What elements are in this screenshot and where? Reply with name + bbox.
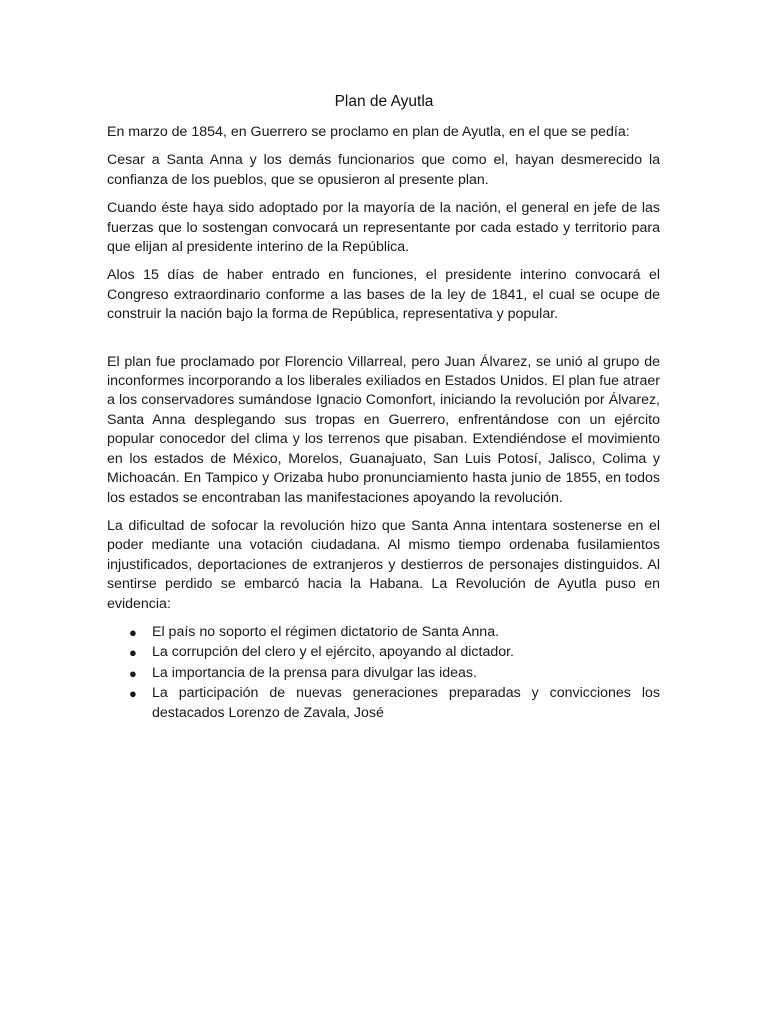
list-item-text: La participación de nuevas generaciones preparadas y convicciones los destacados Lorenzo de Zavala, José — [152, 685, 660, 721]
paragraph-demand-1: Cesar a Santa Anna y los demás funcionarios que como el, hayan desmerecido la confianza de los pueblos, que se opusieron al presente plan. — [107, 152, 660, 188]
bullet-icon: ● — [129, 686, 137, 702]
list-item-text: El país no soporto el régimen dictatorio de Santa Anna. — [152, 623, 500, 640]
paragraph-difficulty: La dificultad de sofocar la revolución hizo que Santa Anna intentara sostenerse en el poder mediante una votación ciudadana. Al mismo tiempo ordenaba fusilamientos injustificados, deportaciones de extranjeros y destierros de personajes distinguidos. Al sentirse perdido se embarcó hacia la Habana. La Revolución de Ayutla puso en evidencia: — [107, 517, 660, 612]
list-item-text: La corrupción del clero y el ejército, apoyando al dictador. — [152, 644, 514, 661]
list-item — [107, 623, 660, 642]
paragraph-intro: En marzo de 1854, en Guerrero se proclamo en plan de Ayutla, en el que se pedía: — [107, 124, 630, 140]
paragraph-proclamation: El plan fue proclamado por Florencio Villarreal, pero Juan Álvarez, se unió al grupo de inconformes incorporando a los liberales exiliados en Estados Unidos. El plan fue atraer a los conservadores sumándose Ignacio Comonfort, iniciando la revolución por Álvarez, Santa Anna desplegando sus tropas en Guerrero, enfrentándose con un ejército popular conocedor del clima y los terrenos que pisaban. Extendiéndose el movimiento en los estados de México, Morelos, Guanajuato, San Luis Potosí, Jalisco, Colima y Michoacán. En Tampico y Orizaba hubo pronunciamiento hasta junio de 1855, en todos los estados se encontraban las manifestaciones apoyando la revolución. — [107, 353, 660, 506]
paragraph-demand-2: Cuando éste haya sido adoptado por la mayoría de la nación, el general en jefe de las fuerzas que lo sostengan convocará un representante por cada estado y territorio para que elijan al presidente interino de la República. — [107, 200, 660, 256]
list-item — [107, 643, 660, 662]
list-item — [107, 664, 660, 683]
evidence-list — [107, 623, 660, 723]
document-title: Plan de Ayutla — [334, 93, 434, 110]
bullet-icon: ● — [129, 645, 137, 661]
paragraph-demand-3: Alos 15 días de haber entrado en funciones, el presidente interino convocará el Congreso extraordinario conforme a las bases de la ley de 1841, el cual se ocupe de construir la nación bajo la forma de República, representativa y popular. — [107, 267, 660, 323]
bullet-icon: ● — [129, 624, 137, 640]
list-item-text: La importancia de la prensa para divulgar las ideas. — [152, 664, 477, 681]
list-item — [107, 684, 660, 723]
bullet-icon: ● — [129, 665, 137, 681]
document-body — [107, 123, 660, 724]
